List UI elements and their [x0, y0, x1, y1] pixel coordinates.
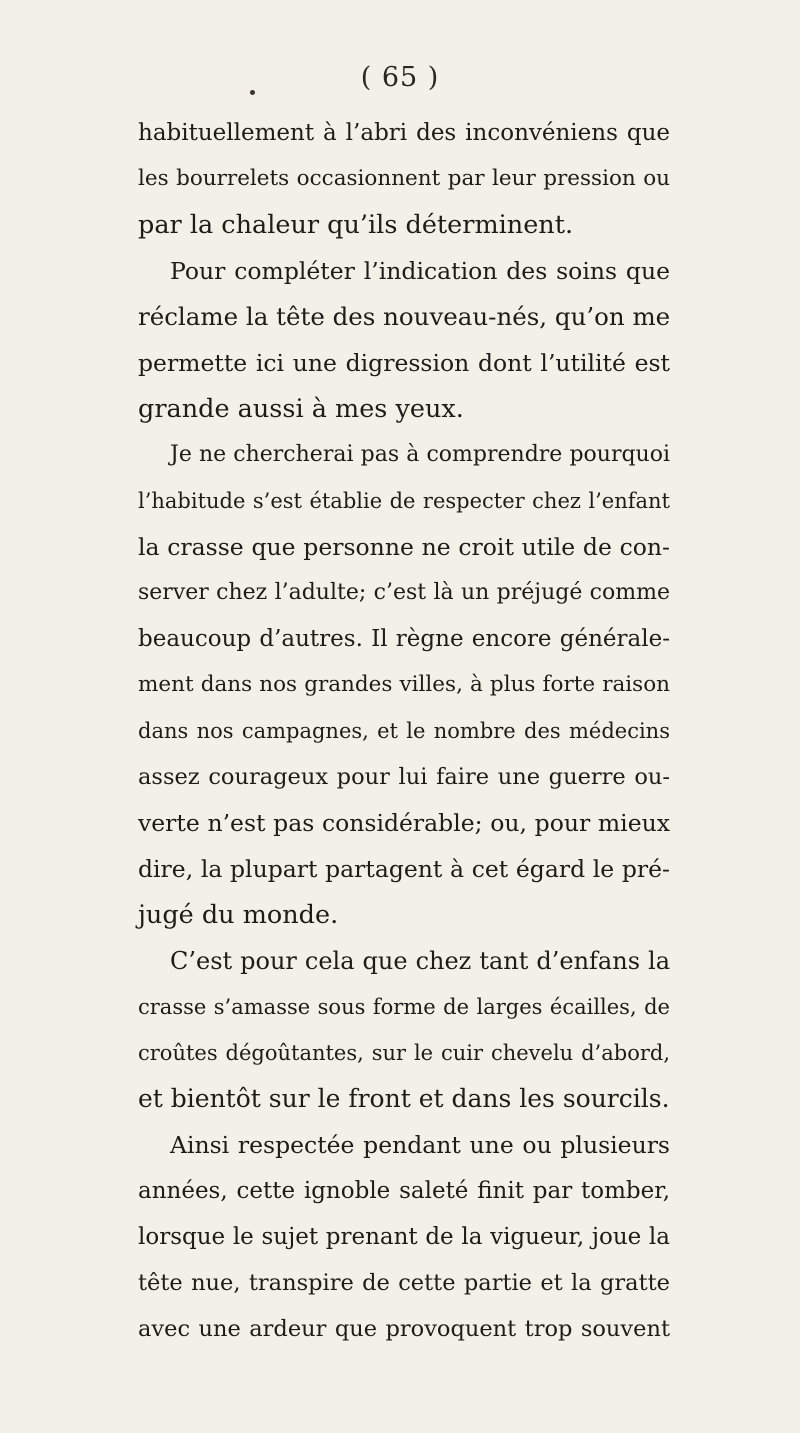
text-line: Pour compléter l’indication des soins que [170, 257, 670, 285]
text-line: Ainsi respectée pendant une ou plusieurs [170, 1131, 670, 1159]
text-line: l’habitude s’est établie de respecter chez l’enfant [138, 489, 670, 513]
text-line: permette ici une digression dont l’utilité est [138, 349, 670, 377]
text-line: les bourrelets occasionnent par leur pression ou [138, 166, 670, 191]
text-line: grande aussi à mes yeux. [138, 394, 464, 424]
text-line: tête nue, transpire de cette partie et la gratte [138, 1270, 670, 1296]
text-line: crasse s’amasse sous forme de larges écailles, de [138, 995, 670, 1019]
text-line: server chez l’adulte; c’est là un préjugé comme [138, 580, 670, 605]
text-line: années, cette ignoble saleté finit par tomber, [138, 1178, 670, 1204]
text-line: et bientôt sur le front et dans les sourcils. [138, 1084, 670, 1113]
text-line: assez courageux pour lui faire une guerre ou- [138, 764, 670, 790]
text-line: jugé du monde. [138, 900, 339, 930]
text-line: dire, la plupart partagent à cet égard le pré- [138, 855, 670, 883]
text-line: la crasse que personne ne croit utile de con- [138, 533, 670, 561]
text-line: beaucoup d’autres. Il règne encore générale- [138, 626, 670, 652]
text-line: par la chaleur qu’ils déterminent. [138, 210, 574, 240]
text-line: dans nos campagnes, et le nombre des médecins [138, 719, 670, 743]
text-line: verte n’est pas considérable; ou, pour mieux [138, 809, 670, 837]
text-line: réclame la tête des nouveau-nés, qu’on me [138, 302, 671, 331]
body-text [138, 110, 670, 1352]
page-number: ( 65 ) [360, 62, 440, 93]
text-line: croûtes dégoûtantes, sur le cuir chevelu d’abord, [138, 1041, 670, 1065]
text-line: Je ne chercherai pas à comprendre pourquoi [170, 442, 670, 467]
text-line: avec une ardeur que provoquent trop souvent [138, 1316, 670, 1342]
text-line: habituellement à l’abri des inconvéniens que [138, 120, 670, 146]
text-line: lorsque le sujet prenant de la vigueur, joue la [138, 1224, 670, 1250]
text-line: ment dans nos grandes villes, à plus forte raison [138, 672, 670, 697]
text-line: C’est pour cela que chez tant d’enfans la [170, 947, 670, 975]
